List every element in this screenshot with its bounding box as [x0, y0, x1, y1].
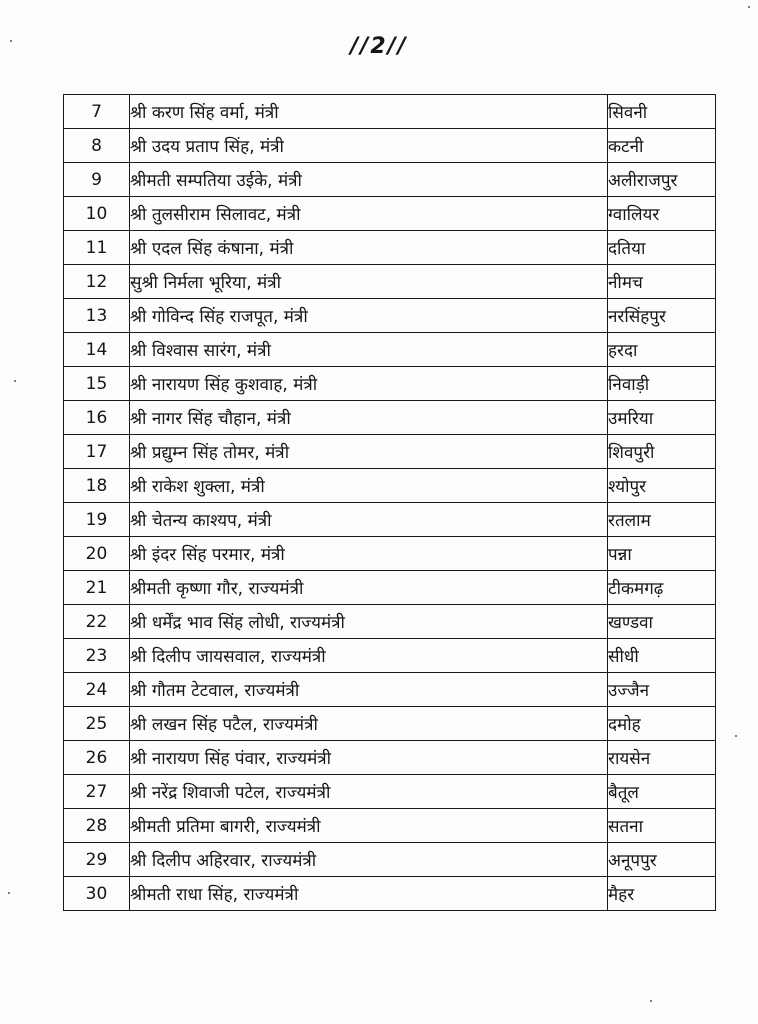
serial-number: 28	[64, 809, 130, 843]
minister-name: श्री गोविन्द सिंह राजपूत, मंत्री	[130, 299, 608, 333]
table-body	[64, 95, 716, 911]
serial-number: 14	[64, 333, 130, 367]
scan-speck	[748, 6, 750, 8]
minister-name: श्री नरेंद्र शिवाजी पटेल, राज्यमंत्री	[130, 775, 608, 809]
minister-name: श्री नागर सिंह चौहान, मंत्री	[130, 401, 608, 435]
serial-number: 19	[64, 503, 130, 537]
district-name: सिवनी	[608, 95, 716, 129]
minister-name: श्री विश्वास सारंग, मंत्री	[130, 333, 608, 367]
minister-district-table	[63, 94, 716, 911]
minister-name: श्रीमती कृष्णा गौर, राज्यमंत्री	[130, 571, 608, 605]
table-row	[64, 503, 716, 537]
minister-name: श्री तुलसीराम सिलावट, मंत्री	[130, 197, 608, 231]
district-name: उज्जैन	[608, 673, 716, 707]
serial-number: 25	[64, 707, 130, 741]
minister-name: श्री करण सिंह वर्मा, मंत्री	[130, 95, 608, 129]
table-row	[64, 299, 716, 333]
serial-number: 16	[64, 401, 130, 435]
district-name: कटनी	[608, 129, 716, 163]
district-name: खण्डवा	[608, 605, 716, 639]
table-row	[64, 163, 716, 197]
minister-name: श्री गौतम टेटवाल, राज्यमंत्री	[130, 673, 608, 707]
minister-name: श्री दिलीप जायसवाल, राज्यमंत्री	[130, 639, 608, 673]
table-row	[64, 877, 716, 911]
serial-number: 30	[64, 877, 130, 911]
table-row	[64, 707, 716, 741]
table-row	[64, 775, 716, 809]
minister-name: श्री इंदर सिंह परमार, मंत्री	[130, 537, 608, 571]
district-name: अलीराजपुर	[608, 163, 716, 197]
serial-number: 12	[64, 265, 130, 299]
table-row	[64, 639, 716, 673]
minister-name: श्री उदय प्रताप सिंह, मंत्री	[130, 129, 608, 163]
district-name: उमरिया	[608, 401, 716, 435]
serial-number: 26	[64, 741, 130, 775]
minister-name: श्री राकेश शुक्ला, मंत्री	[130, 469, 608, 503]
table-row	[64, 129, 716, 163]
serial-number: 20	[64, 537, 130, 571]
table-row	[64, 231, 716, 265]
minister-name: श्रीमती राधा सिंह, राज्यमंत्री	[130, 877, 608, 911]
table-row	[64, 809, 716, 843]
district-name: सीधी	[608, 639, 716, 673]
table-row	[64, 367, 716, 401]
minister-name: श्री लखन सिंह पटैल, राज्यमंत्री	[130, 707, 608, 741]
minister-name: श्री नारायण सिंह कुशवाह, मंत्री	[130, 367, 608, 401]
district-name: ग्वालियर	[608, 197, 716, 231]
minister-name: श्री चेतन्य काश्यप, मंत्री	[130, 503, 608, 537]
table-row	[64, 265, 716, 299]
district-name: टीकमगढ़	[608, 571, 716, 605]
serial-number: 17	[64, 435, 130, 469]
table-row	[64, 469, 716, 503]
scan-speck	[650, 1000, 652, 1002]
scan-speck	[14, 380, 16, 382]
minister-name: श्री धर्मेंद्र भाव सिंह लोधी, राज्यमंत्री	[130, 605, 608, 639]
minister-name: सुश्री निर्मला भूरिया, मंत्री	[130, 265, 608, 299]
serial-number: 13	[64, 299, 130, 333]
district-name: हरदा	[608, 333, 716, 367]
serial-number: 22	[64, 605, 130, 639]
scan-speck	[735, 735, 737, 737]
minister-name: श्री नारायण सिंह पंवार, राज्यमंत्री	[130, 741, 608, 775]
district-name: श्योपुर	[608, 469, 716, 503]
district-name: पन्ना	[608, 537, 716, 571]
district-name: नीमच	[608, 265, 716, 299]
table-row	[64, 605, 716, 639]
table-row	[64, 333, 716, 367]
serial-number: 11	[64, 231, 130, 265]
table-row	[64, 673, 716, 707]
district-name: बैतूल	[608, 775, 716, 809]
table-row	[64, 401, 716, 435]
serial-number: 24	[64, 673, 130, 707]
scan-speck	[8, 892, 10, 894]
district-name: दमोह	[608, 707, 716, 741]
district-name: रायसेन	[608, 741, 716, 775]
minister-name: श्री दिलीप अहिरवार, राज्यमंत्री	[130, 843, 608, 877]
page-number: //2//	[350, 34, 408, 59]
serial-number: 10	[64, 197, 130, 231]
scan-speck	[10, 40, 12, 42]
serial-number: 29	[64, 843, 130, 877]
serial-number: 7	[64, 95, 130, 129]
table-row	[64, 843, 716, 877]
district-name: मैहर	[608, 877, 716, 911]
table-row	[64, 571, 716, 605]
district-name: शिवपुरी	[608, 435, 716, 469]
district-name: दतिया	[608, 231, 716, 265]
table-row	[64, 741, 716, 775]
table-row	[64, 435, 716, 469]
district-name: नरसिंहपुर	[608, 299, 716, 333]
serial-number: 9	[64, 163, 130, 197]
table-row	[64, 537, 716, 571]
table-row	[64, 95, 716, 129]
minister-name: श्री प्रद्युम्न सिंह तोमर, मंत्री	[130, 435, 608, 469]
serial-number: 15	[64, 367, 130, 401]
minister-name: श्रीमती प्रतिमा बागरी, राज्यमंत्री	[130, 809, 608, 843]
district-name: रतलाम	[608, 503, 716, 537]
serial-number: 18	[64, 469, 130, 503]
serial-number: 27	[64, 775, 130, 809]
minister-name: श्रीमती सम्पतिया उईके, मंत्री	[130, 163, 608, 197]
serial-number: 23	[64, 639, 130, 673]
district-name: अनूपपुर	[608, 843, 716, 877]
minister-name: श्री एदल सिंह कंषाना, मंत्री	[130, 231, 608, 265]
table-row	[64, 197, 716, 231]
serial-number: 21	[64, 571, 130, 605]
serial-number: 8	[64, 129, 130, 163]
district-name: सतना	[608, 809, 716, 843]
district-name: निवाड़ी	[608, 367, 716, 401]
